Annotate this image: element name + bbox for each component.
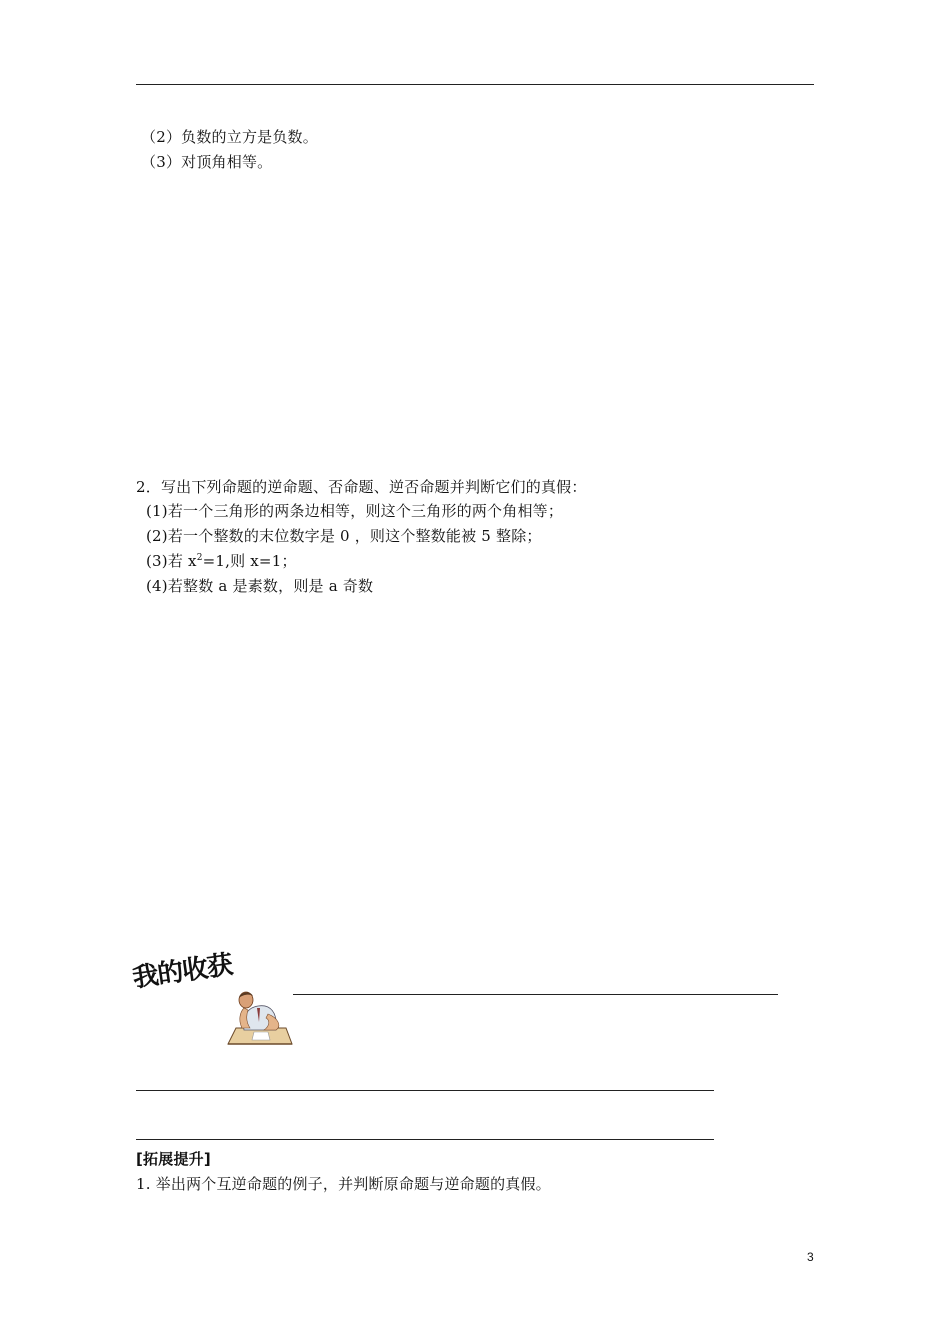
page-number: 3 bbox=[807, 1250, 814, 1264]
harvest-title: 我的收获 bbox=[130, 950, 235, 994]
harvest-answer-line-2 bbox=[136, 1090, 714, 1091]
header-rule bbox=[136, 84, 814, 85]
exponent: 2 bbox=[196, 553, 203, 563]
question-2-item-3-prefix: (3)若 x bbox=[146, 552, 197, 570]
harvest-answer-line-1 bbox=[293, 994, 778, 995]
proposition-item-3: （3）对顶角相等。 bbox=[141, 153, 273, 171]
harvest-answer-line-3 bbox=[136, 1139, 714, 1140]
question-2-item-3 bbox=[146, 551, 297, 571]
extension-item-1: 1. 举出两个互逆命题的例子，并判断原命题与逆命题的真假。 bbox=[136, 1175, 551, 1193]
question-2-item-3-suffix: =1,则 x=1； bbox=[202, 552, 297, 570]
question-2-stem: 2．写出下列命题的逆命题、否命题、逆否命题并判断它们的真假： bbox=[136, 478, 587, 496]
extension-title: [拓展提升] bbox=[136, 1150, 211, 1168]
question-2-item-4: (4)若整数 a 是素数，则是 a 奇数 bbox=[146, 577, 374, 595]
question-2-item-1: (1)若一个三角形的两条边相等，则这个三角形的两个角相等； bbox=[146, 502, 564, 520]
question-2-item-2: (2)若一个整数的末位数字是 0 ，则这个整数能被 5 整除； bbox=[146, 527, 542, 545]
thinking-man-illustration bbox=[224, 990, 296, 1046]
proposition-item-2: （2）负数的立方是负数。 bbox=[141, 128, 318, 146]
